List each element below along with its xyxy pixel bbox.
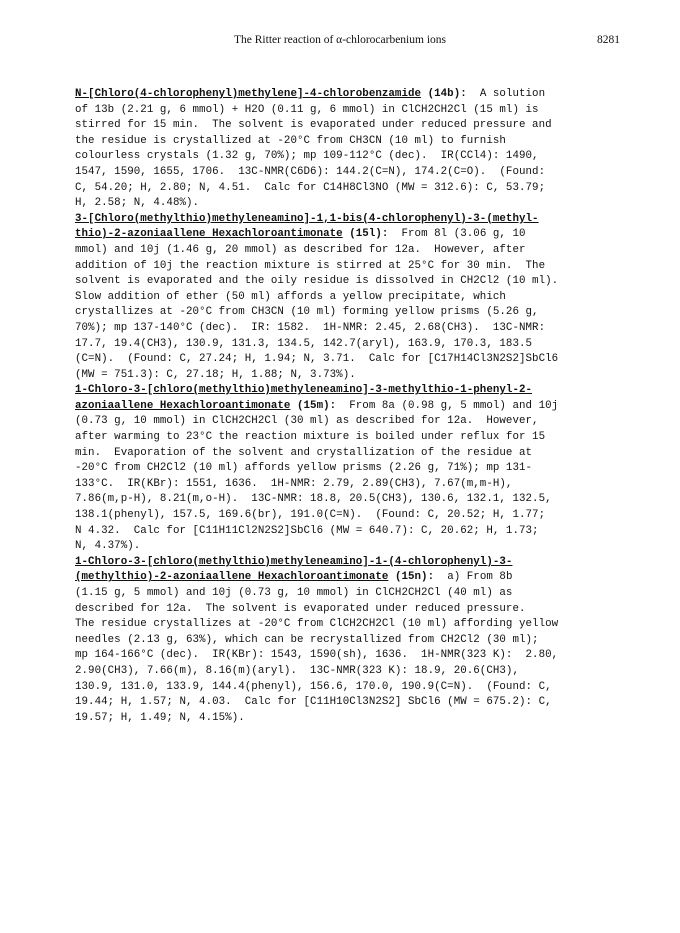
entry-15n-line: described for 12a. The solvent is evaporated under reduced pressure. <box>75 602 526 615</box>
entry-15n-line: 2.90(CH3), 7.66(m), 8.16(m)(aryl). 13C-NMR(323 K): 18.9, 20.6(CH3), <box>75 664 519 677</box>
entry-14b-line: C, 54.20; H, 2.80; N, 4.51. Calc for C14H8Cl3NO (MW = 312.6): C, 53.79; <box>75 181 546 194</box>
entry-14b-line: H, 2.58; N, 4.48%). <box>75 197 200 210</box>
running-title: The Ritter reaction of α-chlorocarbenium ions <box>234 34 446 46</box>
entry-15n-line: mp 164-166°C (dec). IR(KBr): 1543, 1590(sh), 1636. 1H-NMR(323 K): 2.80, <box>75 649 559 662</box>
entry-15l-line: crystallizes at -20°C from CH3CN (10 ml) forming yellow prisms (5.26 g, <box>75 306 539 319</box>
entry-15n-line: 19.57; H, 1.49; N, 4.15%). <box>75 711 245 724</box>
entry-15l-line: Slow addition of ether (50 ml) affords a yellow precipitate, which <box>75 290 506 303</box>
compound-title: azoniaallene Hexachloroantimonate <box>75 399 291 412</box>
experimental-text <box>75 87 635 726</box>
entry-15m-line: N 4.32. Calc for [C11H11Cl2N2S2]SbCl6 (MW = 640.7): C, 20.62; H, 1.73; <box>75 524 539 537</box>
entry-15l-line: solvent is evaporated and the oily residue is dissolved in CH2Cl2 (10 ml). <box>75 275 559 288</box>
entry-15m-line: N, 4.37%). <box>75 540 141 553</box>
compound-title: thio)-2-azoniaallene Hexachloroantimonate <box>75 228 343 241</box>
entry-14b-line: 1547, 1590, 1655, 1706. 13C-NMR(C6D6): 144.2(C=N), 174.2(C=O). (Found: <box>75 165 546 178</box>
entry-15m-line: 133°C. IR(KBr): 1551, 1636. 1H-NMR: 2.79, 2.89(CH3), 7.67(m,m-H), <box>75 477 513 490</box>
entry-15l-title-line <box>75 212 635 228</box>
entry-15m-title-line <box>75 383 635 399</box>
compound-title: 1-Chloro-3-[chloro(methylthio)methyleneamino]-3-methylthio-1-phenyl-2- <box>75 384 533 397</box>
entry-15n-line: 130.9, 131.0, 133.9, 144.4(phenyl), 156.6, 170.0, 190.9(C=N). (Found: C, <box>75 680 552 693</box>
entry-14b-line: stirred for 15 min. The solvent is evaporated under reduced pressure and <box>75 119 552 132</box>
entry-15m-line: azoniaallene Hexachloroantimonate (15m): From 8a (0.98 g, 5 mmol) and 10j <box>75 399 559 412</box>
entry-14b-line: N-[Chloro(4-chlorophenyl)methylene]-4-chlorobenzamide (14b): A solution <box>75 88 546 100</box>
compound-label: (14b): <box>427 88 467 100</box>
entry-15l-line: addition of 10j the reaction mixture is stirred at 25°C for 30 min. The <box>75 259 546 272</box>
page-header <box>0 34 680 52</box>
entry-15l-line: 17.7, 19.4(CH3), 130.9, 131.3, 134.5, 142.7(aryl), 163.9, 170.3, 183.5 <box>75 337 533 350</box>
entry-15m-line: 7.86(m,p-H), 8.21(m,o-H). 13C-NMR: 18.8, 20.5(CH3), 130.6, 132.1, 132.5, <box>75 493 552 506</box>
compound-label: (15l): <box>349 228 389 241</box>
entry-15l-line: mmol) and 10j (1.46 g, 20 mmol) as described for 12a. However, after <box>75 243 526 256</box>
entry-15n-line: needles (2.13 g, 63%), which can be recrystallized from CH2Cl2 (30 ml); <box>75 633 539 646</box>
entry-15l-line: 70%); mp 137-140°C (dec). IR: 1582. 1H-NMR: 2.45, 2.68(CH3). 13C-NMR: <box>75 321 546 334</box>
entry-15n-line: (1.15 g, 5 mmol) and 10j (0.73 g, 10 mmol) in ClCH2CH2Cl (40 ml) as <box>75 587 513 599</box>
entry-14b-line: the residue is crystallized at -20°C from CH3CN (10 ml) to furnish <box>75 134 506 147</box>
compound-title: N-[Chloro(4-chlorophenyl)methylene]-4-chlorobenzamide <box>75 88 422 100</box>
entry-14b-line: colourless crystals (1.32 g, 70%); mp 109-112°C (dec). IR(CCl4): 1490, <box>75 150 539 163</box>
entry-15m-line: (0.73 g, 10 mmol) in ClCH2CH2Cl (30 ml) as described for 12a. However, <box>75 415 539 428</box>
entry-15m-line: -20°C from CH2Cl2 (10 ml) affords yellow prisms (2.26 g, 71%); mp 131- <box>75 462 533 475</box>
entry-15l-line: (C=N). (Found: C, 27.24; H, 1.94; N, 3.71. Calc for [C17H14Cl3N2S2]SbCl6 <box>75 353 559 366</box>
compound-title: 1-Chloro-3-[chloro(methylthio)methyleneamino]-1-(4-chlorophenyl)-3- <box>75 555 513 568</box>
entry-15m-line: 138.1(phenyl), 157.5, 169.6(br), 191.0(C=N). (Found: C, 20.52; H, 1.77; <box>75 509 546 522</box>
page-number: 8281 <box>597 34 620 46</box>
entry-14b-line: of 13b (2.21 g, 6 mmol) + H2O (0.11 g, 6 mmol) in ClCH2CH2Cl (15 ml) is <box>75 103 539 116</box>
entry-15l-line: (MW = 751.3): C, 27.18; H, 1.88; N, 3.73%). <box>75 368 356 381</box>
entry-15n-line: (methylthio)-2-azoniaallene Hexachloroantimonate (15n): a) From 8b <box>75 571 513 584</box>
compound-title: (methylthio)-2-azoniaallene Hexachloroantimonate <box>75 571 389 584</box>
compound-label: (15n): <box>394 571 435 584</box>
entry-15l-line: thio)-2-azoniaallene Hexachloroantimonate (15l): From 8l (3.06 g, 10 <box>75 228 526 241</box>
entry-15n-line: The residue crystallizes at -20°C from ClCH2CH2Cl (10 ml) affording yellow <box>75 618 559 631</box>
entry-15m-line: min. Evaporation of the solvent and crystallization of the residue at <box>75 446 533 459</box>
compound-label: (15m): <box>297 399 337 412</box>
entry-15n-title-line <box>75 555 635 571</box>
entry-15m-line: after warming to 23°C the reaction mixture is boiled under reflux for 15 <box>75 431 546 444</box>
compound-title: 3-[Chloro(methylthio)methyleneamino]-1,1-bis(4-chlorophenyl)-3-(methyl- <box>75 212 539 225</box>
entry-15n-line: 19.44; H, 1.57; N, 4.03. Calc for [C11H10Cl3N2S2] SbCl6 (MW = 675.2): C, <box>75 696 552 709</box>
